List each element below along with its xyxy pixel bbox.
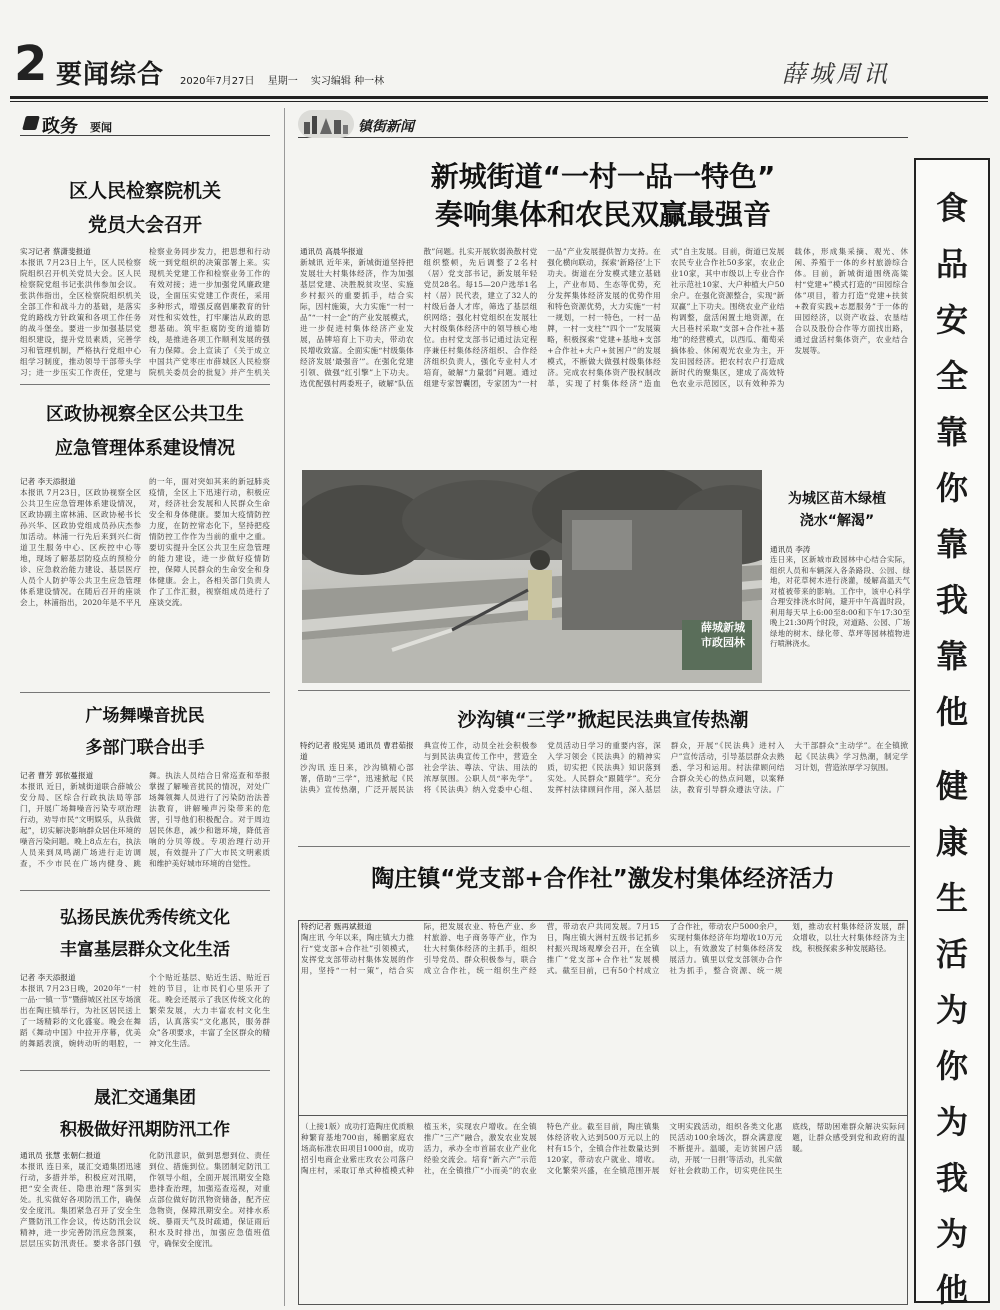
caption-body: [770, 544, 910, 684]
article-text: 本报讯 近日，新城街道联合薛城公安分局、区综合行政执法局等部门，开展广场舞噪音污染专项治理行动，劝导市民“文明娱乐，从我做起”，切实解决影响群众居住环境的噪音污染问题。晚上8点左右，执法人员来到凤鸣湖广场进行走访调查，不少市民在广场内健身、跳舞。执法人员结合日常巡查和举报掌握了解噪音扰民的情况，对处广场舞领舞人员进行了污染防治法普法教育，讲解噪声污染带来的危害，引导他们积极配合。对于周边居民休息，减少和谐环境，降低音响的分贝等级。专项治理行动开展，有效提升了广大市民文明素质和维护美好城市环境的自觉性。: [20, 771, 270, 868]
slogan-char: 靠: [935, 525, 968, 563]
byline: 通讯员 李涛: [770, 545, 811, 554]
label-marker-icon: [22, 116, 40, 130]
headline: [20, 174, 270, 242]
article-text: 本报讯 7月23日上午，区人民检察院组织召开机关党员大会。区人民检察院党组书记张洪伟参加会议。张洪伟指出，全区检察院组织机关全部工作和战斗力的基础，是落实党的路线方针政策和各项工作任务的战斗堡垒。要进一步加强基层党组织建设，提升党员素质，完善学习和管理机制，严格执行党组中心组学习制度，推动领导干部带头学习；进一步压实工作责任，党建与检察业务同步发力，把思想和行动统一到党组织的决策部署上来。实现机关党建工作和检察业务工作的有效对接；进一步加强党风廉政建设，全面压实党建工作责任，采用多种形式，增强反腐倡廉教育的针对性和实效性，打牢廉洁从政的思想基础。筑牢拒腐防变的道德防线，是推进各项工作顺利发展的强有力保障。会上宣读了《关于成立中国共产党枣庄市薛城区人民检察院机关委员会的批复》并产生机关: [20, 247, 270, 377]
headline-line: 应急管理体系建设情况: [55, 438, 235, 459]
article-body: [300, 246, 908, 460]
column-label-town-news: [298, 110, 908, 138]
divider: [299, 1115, 907, 1116]
divider: [298, 846, 910, 847]
divider: [20, 890, 270, 891]
article-text: 本报讯 7月23日，区政协视察全区公共卫生应急管理体系建设情况，区政协副主席林浦、区政协秘书长孙兴华、区政协党组成员孙庆杰参加活动。林浦一行先后来到兴仁街道卫生服务中心、区疾控中心等地，现场了解基层防疫点的预检分诊、应急救治能力建设、基层医疗人员个人防护等公共卫生应急管理体系建设情况。在随后召开的座谈会上，林浦指出，2020年是不平凡的一年，面对突如其来的新冠肺炎疫情，全区上下迅速行动，积极应对，经济社会发展和人民群众生命安全和身体健康。要加大疫情防控力度，在防控常态化下，坚持把疫情防控工作作为当前的重中之重。要切实提升全区公共卫生应急管理的能力建设，进一步做好疫情防控，保障人民群众的生命安全和身体健康。会上，各相关部门负责人作了工作汇报，视察组成员进行了座谈交流。: [20, 477, 270, 607]
news-photo-watering: [302, 470, 762, 683]
byline: 记者 李天添报道: [20, 477, 76, 486]
byline: 特约记者 甄再斌报道: [301, 922, 372, 931]
headline-line: 为城区苗木绿植: [788, 491, 886, 507]
issue-weekday: 星期一: [267, 76, 298, 87]
slogan-char: 他: [935, 1271, 968, 1309]
photo-caption: [764, 488, 910, 684]
headline-line: 区人民检察院机关: [68, 180, 221, 202]
divider: [298, 690, 910, 691]
headline-line: 奏响集体和农民双赢最强音: [434, 198, 771, 231]
headline-line: 弘扬民族优秀传统文化: [60, 908, 230, 928]
masthead: [0, 0, 1000, 100]
divider: [20, 1070, 270, 1071]
slogan-char: 活: [935, 935, 968, 973]
byline: 实习记者 蔡潇斐报道: [20, 247, 91, 256]
article-body: [20, 476, 270, 686]
article-body: [20, 1150, 270, 1302]
slogan-char: 你: [935, 469, 968, 507]
slogan-char: 为: [935, 1215, 968, 1253]
column-label-politics: [20, 112, 270, 136]
slogan-char: 为: [935, 1103, 968, 1141]
byline: 通讯员 张慧 张朝仁报道: [20, 1151, 101, 1160]
slogan-char: 康: [935, 823, 968, 861]
slogan-char: 靠: [935, 637, 968, 675]
article-body: [300, 740, 908, 840]
article-body: [20, 246, 270, 378]
slogan-char: 他: [935, 693, 968, 731]
headline-line: 积极做好汛期防汛工作: [60, 1120, 230, 1140]
section-title: 要闻综合: [56, 60, 165, 90]
headline-line: 区政协视察全区公共卫生: [46, 404, 244, 425]
headline: [300, 158, 906, 234]
issue-editor: 实习编辑 种一林: [310, 76, 385, 87]
column-divider: [284, 108, 285, 1306]
vehicle-label: [688, 620, 758, 650]
slogan-char: 为: [935, 991, 968, 1029]
label-main: 镇街新闻: [358, 119, 414, 135]
byline: 记者 曹芳 郭依蔓报道: [20, 771, 94, 780]
headline-line: 丰富基层群众文化生活: [60, 940, 230, 960]
slogan-char: 我: [935, 581, 968, 619]
headline: 沙沟镇“三学”掀起民法典宣传热潮: [457, 709, 749, 731]
slogan-char: 靠: [935, 413, 968, 451]
article-text: 本报讯 连日来，晟汇交通集团迅速行动，多措并举，积极应对汛期，把“安全责任、隐患治理”落到实处。扎实做好各项防汛工作，确保安全度汛。集团紧急召开了安全生产暨防汛工作会议，传达防汛会议精神，进一步完善防汛应急预案，层层压实防汛责任。要求各部门强化防汛意识，做到思想到位、责任到位、措施到位。集团制定防汛工作领导小组，全面开展汛期安全隐患排查治理，加强巡查巡视，对重点部位做好防汛物资储备，配齐应急物资，保障汛期安全。对排水系统、暴雨天气及时疏通，保证雨后积水及时排出，加强应急值班值守，确保安全度汛。: [20, 1151, 270, 1248]
article-text: （上接1版）成功打造陶庄优质粮种繁育基地700亩，稀鹏家庭农场高标准农田项目1000亩，成功招引电商企业紫庄玫农公司落户陶庄村，采取订单式种植模式种植玉米，实现农户增收。在全镇推广“三产”融合，激发农业发展活力，承办全市首届农业产业化经验交流会。培育“新六产”示范社，在全镇推广“小而美”的农业特色产业。截至目前，陶庄镇集体经济收入达到500万元以上的村有15个，全镇合作社数量达到120家，带动农户就业、增收。文化繁荣兴盛，在全镇范围开展文明实践活动，组织各类文化惠民活动100余场次，群众满意度不断提升。温暖，走访贫困户活动，开展‘一日捐’等活动，扎实做好社会救助工作，切实兜住民生底线，帮助困难群众解决实际问题，让群众感受到党和政府的温暖。: [301, 1122, 905, 1175]
boxed-article-area: [298, 920, 908, 1305]
issue-date: 2020年7月27日: [180, 76, 255, 87]
byline: 通讯员 高晨华报道: [300, 247, 364, 256]
headline: [20, 902, 270, 966]
slogan-char: 你: [935, 1047, 968, 1085]
paper-logo: 薛城周讯: [782, 60, 890, 88]
slogan-char: 生: [935, 879, 968, 917]
slogan-char: 我: [935, 1159, 968, 1197]
vehicle-label-line: 薛城新城: [701, 621, 745, 634]
vehicle-label-line: 市政园林: [701, 636, 745, 649]
headline: [20, 398, 270, 466]
divider: [20, 692, 270, 693]
article-body: [20, 770, 270, 882]
headline-line: 多部门联合出手: [85, 738, 205, 758]
slogan-gap: [916, 740, 988, 758]
headline: [20, 1082, 270, 1146]
slogan-text: [916, 180, 988, 1310]
page-number: 2: [14, 36, 48, 92]
divider: [20, 384, 270, 385]
masthead-rule-thin: [10, 101, 988, 102]
slogan-char: 品: [935, 245, 968, 283]
label-sub: 要闻: [90, 121, 112, 134]
town-skyline-icon: [298, 110, 354, 138]
article-text: 陶庄讯 今年以来，陶庄镇大力推行“党支部+合作社”引领模式，发挥党支部带动村集体发展的作用，坚持“一村一策”，结合实际，把发展农业、特色产业、乡村旅游、电子商务等产业，作为壮大村集体经济的主抓手，组织引导党员、群众积极参与，联合成立合作社，统一组织生产经营，带动农户共同发展。7月15日，陶庄镇大洲村五级书记抓乡村振兴现场观摩会召开，在全镇推广“党支部+合作社”发展模式。截至目前，已有50个村成立了合作社，带动农户5000余户，实现村集体经济年均增收10万元以上，有效激发了村集体经济发展活力。镇里以党支部领办合作社为抓手，整合资源、统一规划，推动农村集体经济发展，群众增收，以壮大村集体经济为主线，积极探索多种发展路径。: [301, 922, 905, 975]
slogan-banner: [914, 158, 990, 1309]
caption-headline: [764, 488, 910, 532]
article-text: 新城讯 近年来，新城街道坚持把发展壮大村集体经济，作为加强基层党建、决胜脱贫攻坚、实施乡村振兴的重要抓手，结合实际，因村施策，大力实施“一村一品”“一村一企”的产业发展模式，进一步促进村集体经济产业发展，品牌培育上下功夫，带动农民增收致富。全面实施“村级集体经济发展‘最强音’”。在强化党建引领、做强“红引擎”上下功夫。选优配强村两委班子，破解“队伍散”问题。扎实开展软弱涣散村党组织整顿，先后调整了2名村（居）党支部书记，新发展年轻党员28名。每15—20户选举1名村（居）民代表，建立了32人的村级后备人才库，筛选了基层组织网络；强化村党组织在发展壮大村级集体经济中的领导核心地位。由村党支部书记通过法定程序兼任村集体经济组织、合作经济组织负责人，强化专业村人才培育，破解“力量弱”问题。通过组建专家智囊团，专家团为“一村一品”产业发展提供智力支持。在强化横向联动，探索‘新路径’上下功夫。街道在分发模式建立基础上，产业布局、生态等优势，充分发挥集体经济发展的优势作用和特色资源优势，大力实施“一村一规划，一村一特色，一村一品牌，一村一支柱”“四个一”发展策略，积极探索“党建+基地+支部+合作社+大户+贫困户”的发展模式，不断做大做强村级集体经济。完成农村集体资产股权制改革，实现了村集体经济“造血式”自主发展。目前，街道已发展农民专业合作社50多家，农业企业10家，其中市级以上专业合作社示范社10家、大户种植大户50余户。在强化资源整合，实现“新双赢”上下功夫。围绕农业产业结构调整，盘活闲置土地资源，在大吕巷村采取“支部+合作社+基地”的经营模式，以西瓜、葡萄采摘体验、休闲观光农业为主，开发田园经济。把农村农户打造成新时代的聚集区，建成了高效特色农业示范园区，以有效种养为载体，形成集采摘、观光、休闲、养殖于一体的乡村旅游综合体。目前，新城街道围绕高粱村“党建+”模式打造的“田园综合体”项目，着力打造“党建+扶贫+教育实践+志愿服务”于一体的田园经济，以资产收益、农垦结合以及股份合作等方面找出路，通过盘活村集体资产，农业结合发展等。: [300, 247, 908, 388]
continued-article-body: [301, 1121, 905, 1301]
article-body: [301, 921, 905, 1107]
masthead-rule: [10, 96, 988, 99]
byline: 特约记者 殷宪昊 通讯员 曹君茹报道: [300, 741, 414, 761]
headline-line: 浇水“解渴”: [799, 513, 875, 529]
headline-line: 广场舞噪音扰民: [85, 706, 205, 726]
slogan-char: 全: [935, 357, 968, 395]
headline: 陶庄镇“党支部+合作社”激发村集体经济活力: [371, 866, 835, 892]
caption-text: 连日来，区新城市政园林中心结合实际，组织人员和车辆深入各条路段、公园、绿地，对花草树木进行浇灌，缓解高温天气对植被带来的影响。工作中，该中心科学合理安排浇水时间，避开中午高温时段，利用每天早上6:00至8:00和下午17:30至晚上21:30两个时段，对道路、公园、广场绿地的树木、绿化带、草坪等园林植物进行喷淋浇水。: [770, 555, 910, 648]
slogan-char: 食: [935, 189, 968, 227]
headline-line: 晟汇交通集团: [94, 1088, 196, 1108]
headline: [20, 700, 270, 764]
headline-line: 新城街道“一村一品一特色”: [430, 160, 776, 193]
headline-line: 党员大会召开: [87, 214, 202, 236]
article-text: 本报讯 7月23日晚，2020年“一村一品·一镇一节”暨薛城区社区专场演出在陶庄镇举行，为社区居民送上了一场精彩的文化盛宴。晚会在舞蹈《舞动中国》中拉开序幕，优美的舞蹈表演，婉转动听的唱腔，一个个贴近基层、贴近生活、贴近百姓的节目，让市民们心里乐开了花。晚会还展示了我区传统文化的繁荣发展，大力丰富农村文化生活，认真落实“文化惠民，服务群众”各项要求，丰富了全区群众的精神文化生活。: [20, 973, 270, 1048]
label-main: 政务: [42, 116, 78, 137]
byline: 记者 李天添报道: [20, 973, 76, 982]
article-text: 沙沟讯 连日来，沙沟镇精心部署，借助“三学”，迅速掀起《民法典》宣传热潮，广泛开展民法典宣传工作，动员全社会积极参与到民法典宣传工作中，营造全社会学法、尊法、守法、用法的浓厚氛围。公职人员“率先学”。将《民法典》纳入党委中心组、党员活动日学习的重要内容，深入学习领会《民法典》的精神实质，切实把《民法典》知识落到实处。人民群众“跟随学”。充分发挥村法律顾问作用，深入基层群众，开展“《民法典》进村入户”宣传活动，引导基层群众去熟悉、学习和运用。村法律顾问结合群众关心的热点问题，以案释法，教育引导群众遵法守法。广大干部群众“主动学”。在全镇掀起《民法典》学习热潮，制定学习计划，营造浓厚学习氛围。: [300, 741, 908, 794]
slogan-char: 健: [935, 767, 968, 805]
article-body: [20, 972, 270, 1062]
slogan-char: 安: [935, 301, 968, 339]
issue-meta: [180, 72, 394, 87]
